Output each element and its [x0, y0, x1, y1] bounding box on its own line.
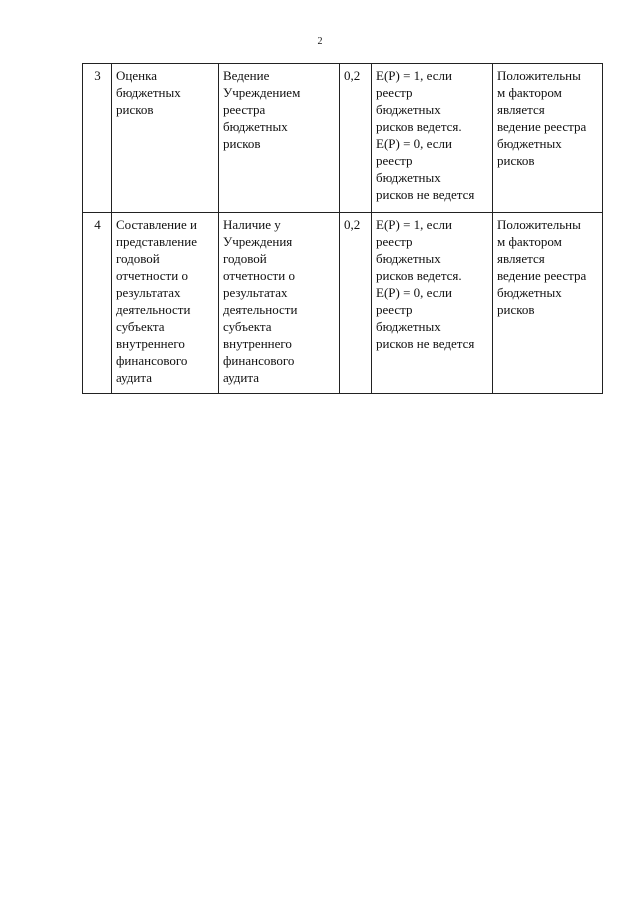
- table-row: [83, 64, 603, 213]
- criterion-name: Оценка бюджетных рисков: [112, 64, 219, 213]
- criterion-formula: E(P) = 1, если реестр бюджетных рисков ведется. E(P) = 0, если реестр бюджетных рисков не ведется: [372, 213, 493, 394]
- page-number: 2: [317, 36, 323, 47]
- criterion-formula: E(P) = 1, если реестр бюджетных рисков ведется. E(P) = 0, если реестр бюджетных рисков не ведется: [372, 64, 493, 213]
- row-number: 4: [83, 213, 112, 394]
- criterion-name: Составление и представление годовой отчетности о результатах деятельности субъекта внутреннего финансового аудита: [112, 213, 219, 394]
- criterion-note: Положительны м фактором является ведение реестра бюджетных рисков: [493, 64, 603, 213]
- row-number: 3: [83, 64, 112, 213]
- criterion-weight: 0,2: [340, 213, 372, 394]
- criterion-indicator: Ведение Учреждением реестра бюджетных рисков: [219, 64, 340, 213]
- criteria-table: [82, 63, 603, 394]
- criterion-indicator: Наличие у Учреждения годовой отчетности о результатах деятельности субъекта внутреннего финансового аудита: [219, 213, 340, 394]
- table-row: [83, 213, 603, 394]
- criterion-note: Положительны м фактором является ведение реестра бюджетных рисков: [493, 213, 603, 394]
- criterion-weight: 0,2: [340, 64, 372, 213]
